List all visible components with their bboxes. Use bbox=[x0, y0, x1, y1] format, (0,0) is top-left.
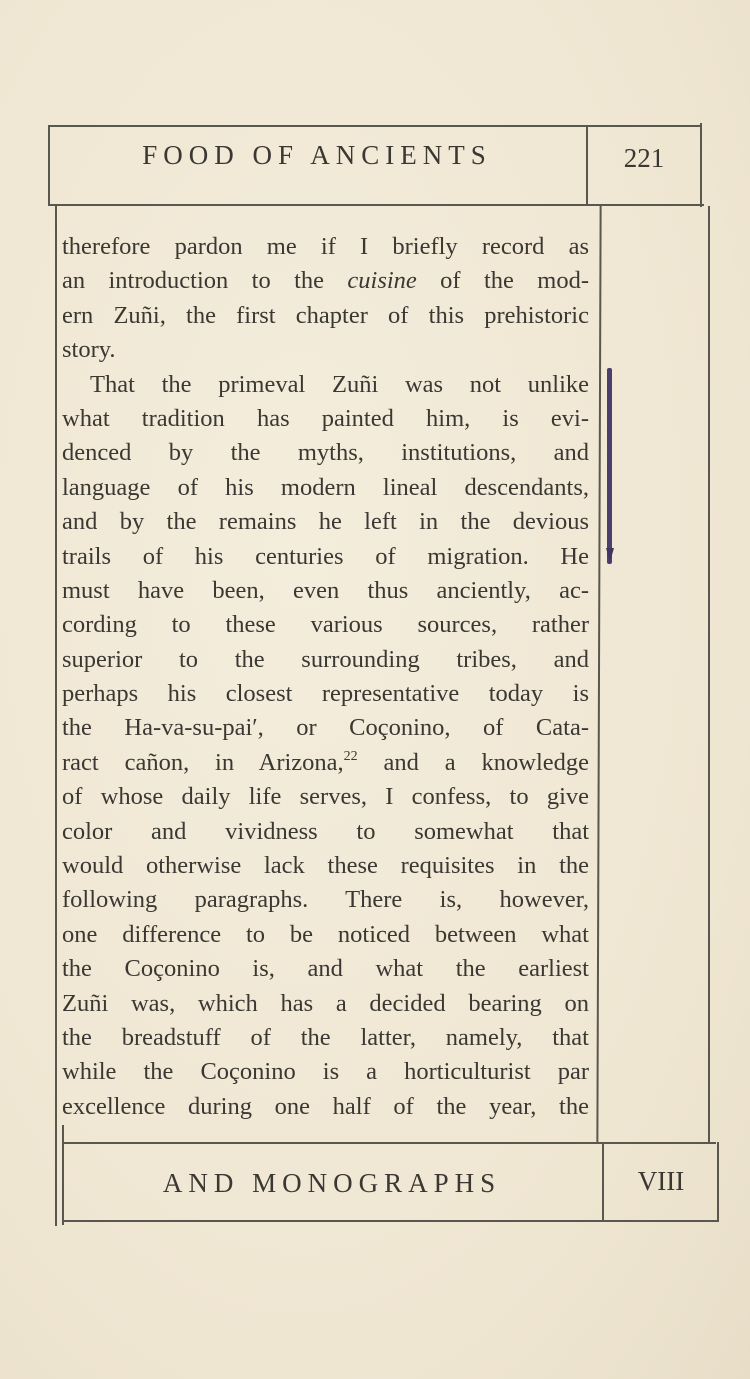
line-text: the breadstuff of the latter, namely, that bbox=[62, 1023, 589, 1051]
line-text: cording to these various sources, rather bbox=[62, 611, 589, 639]
line-text: ract cañon, in Arizona, bbox=[62, 748, 344, 776]
text-line bbox=[62, 574, 589, 608]
italic-word: cuisine bbox=[347, 267, 417, 295]
line-text: perhaps his closest representative today is bbox=[62, 680, 589, 708]
volume-number: VIII bbox=[637, 1166, 685, 1196]
line-text: trails of his centuries of migration. He bbox=[62, 542, 589, 570]
running-head-title: FOOD OF ANCIENTS bbox=[142, 140, 492, 170]
header-bottom-rule bbox=[50, 204, 704, 206]
text-line bbox=[62, 849, 589, 883]
line-text: an introduction to the bbox=[62, 267, 348, 295]
text-line bbox=[62, 780, 589, 814]
line-text: of whose daily life serves, I confess, to give bbox=[62, 783, 589, 811]
text-line bbox=[62, 987, 589, 1021]
text-line bbox=[62, 299, 589, 333]
header-right-rule bbox=[700, 123, 702, 207]
line-text: the Ha-va-su-pai′, or Coçonino, of Cata- bbox=[62, 714, 589, 742]
text-line bbox=[62, 608, 589, 642]
line-text: what tradition has painted him, is evi- bbox=[62, 404, 589, 432]
line-text: Zuñi was, which has a decided bearing on bbox=[62, 989, 589, 1017]
text-line bbox=[62, 436, 589, 470]
text-line bbox=[62, 402, 589, 436]
footer-top-rule bbox=[62, 1142, 716, 1144]
line-text: one difference to be noticed between what bbox=[62, 920, 589, 948]
line-text: story. bbox=[62, 336, 116, 364]
line-text: and by the remains he left in the devious bbox=[62, 508, 589, 536]
line-text: following paragraphs. There is, however, bbox=[62, 886, 589, 914]
text-line bbox=[62, 643, 589, 677]
line-text: and a knowledge bbox=[357, 748, 590, 776]
line-text: color and vividness to somewhat that bbox=[62, 817, 589, 845]
line-text: must have been, even thus anciently, ac- bbox=[62, 576, 589, 604]
line-text: That the primeval Zuñi was not unlike bbox=[90, 370, 589, 398]
text-line bbox=[62, 1021, 589, 1055]
text-line bbox=[62, 883, 589, 917]
text-line bbox=[62, 746, 589, 780]
text-line bbox=[62, 471, 589, 505]
line-text: therefore pardon me if I briefly record as bbox=[62, 233, 589, 260]
line-text: ern Zuñi, the first chapter of this prehistoric bbox=[62, 301, 589, 329]
margin-pencil-mark bbox=[607, 368, 612, 564]
text-line bbox=[62, 540, 589, 574]
line-text: language of his modern lineal descendants, bbox=[62, 473, 589, 501]
body-right-rule bbox=[708, 206, 710, 1143]
text-line bbox=[62, 815, 589, 849]
margin-pencil-mark-tip bbox=[606, 548, 614, 562]
body-left-rule bbox=[55, 206, 57, 1226]
line-text: while the Coçonino is a horticulturist par bbox=[62, 1058, 589, 1086]
text-line bbox=[62, 1090, 589, 1124]
line-text: excellence during one half of the year, the bbox=[62, 1092, 589, 1120]
text-line bbox=[62, 333, 589, 367]
footnote-reference: 22 bbox=[343, 748, 358, 764]
line-text: of the mod- bbox=[416, 267, 589, 295]
footer-bottom-rule bbox=[62, 1220, 718, 1222]
text-line bbox=[62, 677, 589, 711]
text-line bbox=[62, 230, 589, 264]
header-top-rule bbox=[48, 125, 700, 127]
running-foot-title: AND MONOGRAPHS bbox=[162, 1168, 502, 1198]
text-line bbox=[62, 952, 589, 986]
page-number: 221 bbox=[623, 143, 665, 173]
line-text: the Coçonino is, and what the earliest bbox=[62, 955, 589, 983]
text-line bbox=[62, 918, 589, 952]
text-line bbox=[62, 711, 589, 745]
line-text: denced by the myths, institutions, and bbox=[62, 439, 589, 467]
text-line bbox=[62, 1055, 589, 1089]
body-text bbox=[62, 230, 589, 1124]
text-line bbox=[62, 264, 589, 298]
text-line bbox=[62, 368, 589, 402]
line-text: would otherwise lack these requisites in the bbox=[62, 852, 589, 880]
line-text: superior to the surrounding tribes, and bbox=[62, 645, 589, 673]
text-line bbox=[62, 505, 589, 539]
